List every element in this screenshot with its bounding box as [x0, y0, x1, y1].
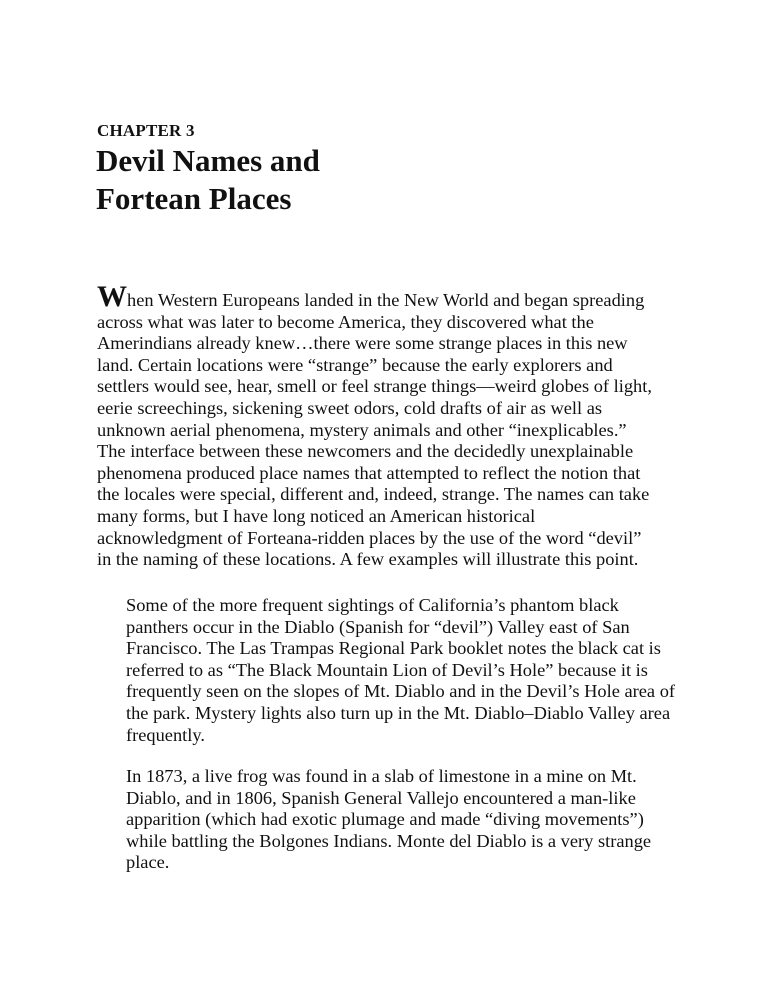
paragraph-line: land. Certain locations were “strange” because the early explorers and [97, 354, 613, 375]
paragraph-line: while battling the Bolgones Indians. Monte del Diablo is a very strange [126, 830, 652, 851]
drop-cap: W [97, 280, 127, 313]
paragraph-line: unknown aerial phenomena, mystery animals and other “inexplicables.” [97, 419, 627, 440]
paragraph-line: Amerindians already knew…there were some strange places in this new [97, 333, 628, 354]
paragraph-line: Francisco. The Las Trampas Regional Park booklet notes the black cat is [126, 638, 661, 659]
chapter-title [96, 142, 656, 218]
paragraph-line: settlers would see, hear, smell or feel strange things—weird globes of light, [97, 376, 652, 397]
paragraph-line: Diablo, and in 1806, Spanish General Vallejo encountered a man-like [126, 787, 636, 808]
paragraph-line: acknowledgment of Forteana-ridden places by the use of the word “devil” [97, 527, 642, 548]
paragraph-line: panthers occur in the Diablo (Spanish for “devil”) Valley east of San [126, 616, 630, 637]
paragraph-line: the park. Mystery lights also turn up in the Mt. Diablo–Diablo Valley area [126, 702, 671, 723]
paragraph-line: frequently. [126, 724, 205, 745]
paragraph-line: across what was later to become America, they discovered what the [97, 311, 594, 332]
paragraph-line: The interface between these newcomers and the decidedly unexplainable [97, 441, 634, 462]
paragraph-line: phenomena produced place names that attempted to reflect the notion that [97, 462, 641, 483]
paragraph-line: When Western Europeans landed in the New World and began spreading [97, 280, 645, 313]
chapter-title-line: Devil Names and [96, 143, 320, 178]
paragraph-1 [97, 280, 677, 571]
paragraph-line: in the naming of these locations. A few examples will illustrate this point. [97, 549, 639, 570]
paragraph-line: the locales were special, different and, indeed, strange. The names can take [97, 484, 650, 505]
paragraph-line: In 1873, a live frog was found in a slab of limestone in a mine on Mt. [126, 766, 637, 786]
chapter-number: CHAPTER 3 [97, 121, 195, 140]
paragraph-3 [97, 766, 677, 874]
paragraph-line: many forms, but I have long noticed an American historical [97, 505, 536, 526]
paragraph-line: apparition (which had exotic plumage and made “diving movements”) [126, 809, 644, 830]
paragraph-line: eerie screechings, sickening sweet odors, cold drafts of air as well as [97, 397, 603, 418]
paragraph-line: referred to as “The Black Mountain Lion of Devil’s Hole” because it is [126, 659, 648, 680]
paragraph-2 [97, 595, 677, 746]
chapter-title-line: Fortean Places [96, 181, 292, 216]
paragraph-line: Some of the more frequent sightings of California’s phantom black [126, 595, 619, 615]
paragraph-line: place. [126, 852, 170, 873]
paragraph-line: frequently seen on the slopes of Mt. Diablo and in the Devil’s Hole area of [126, 681, 676, 702]
